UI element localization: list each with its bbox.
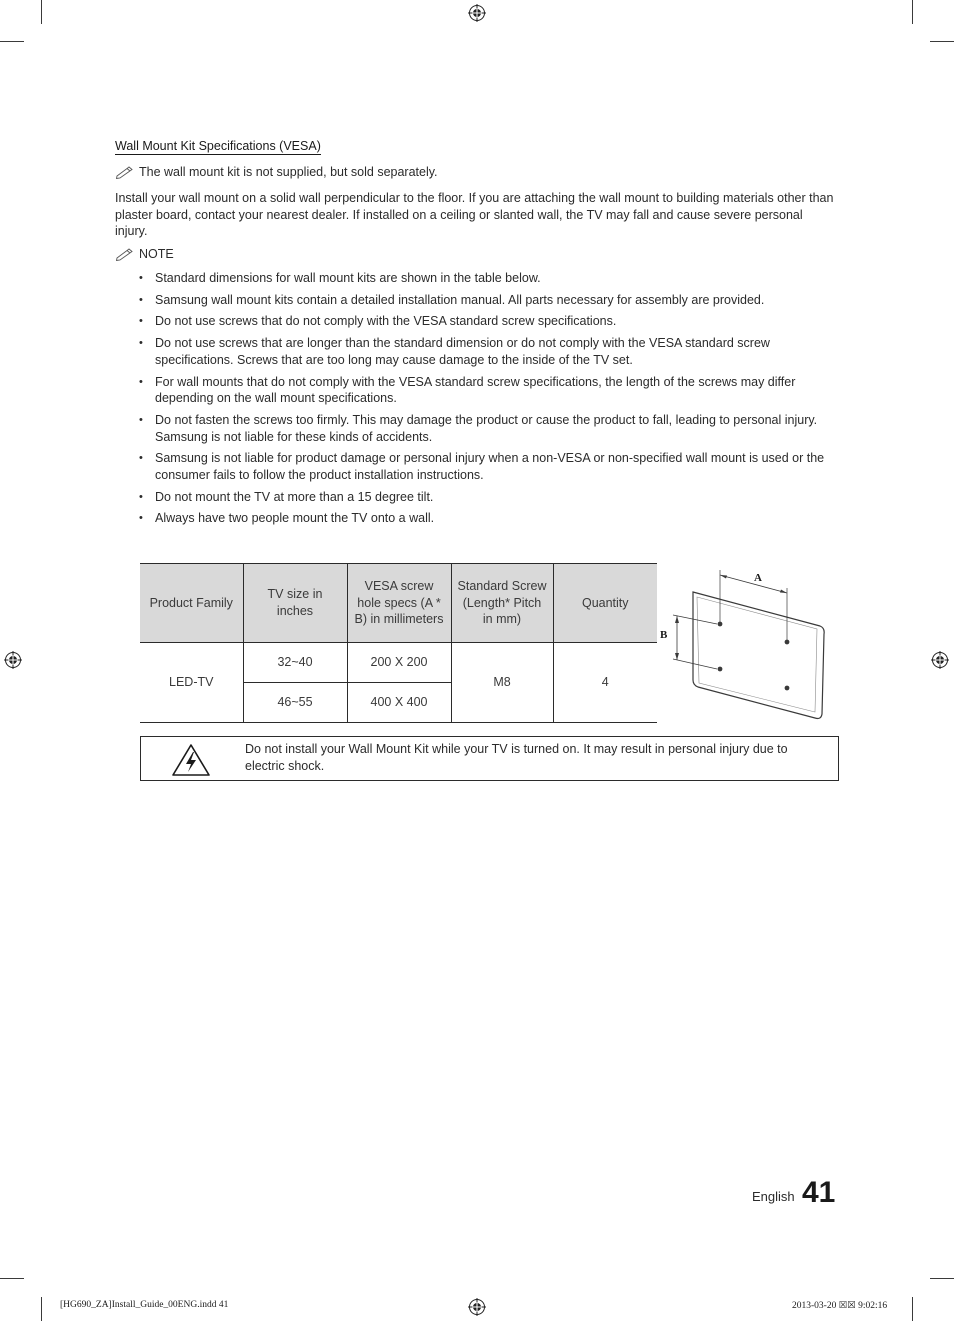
- footer-date-info: 2013-03-20 ☒☒ 9:02:16: [792, 1301, 888, 1311]
- list-item: • Do not fasten the screws too firmly. This may damage the product or cause the product to fall, leading to personal injury. Samsung is not liable for these kinds of accidents.: [139, 412, 845, 445]
- cell-vesa-spec: 200 X 200: [347, 643, 451, 683]
- page-language: English: [752, 1189, 795, 1204]
- cell-vesa-spec: 400 X 400: [347, 683, 451, 723]
- warning-box: [140, 736, 839, 781]
- header-standard-screw: Standard Screw (Length* Pitch in mm): [451, 564, 553, 643]
- note-bullet-list: [139, 270, 845, 532]
- vesa-spec-table: [140, 563, 657, 723]
- dimension-b-label: B: [660, 629, 668, 641]
- list-item: • Always have two people mount the TV onto a wall.: [139, 510, 845, 527]
- dimension-a-label: A: [754, 572, 762, 584]
- cell-tv-size: 46~55: [243, 683, 347, 723]
- registration-mark-bottom-icon: [468, 1298, 486, 1316]
- note-supply: [115, 165, 438, 179]
- header-quantity: Quantity: [553, 564, 657, 643]
- table-row: [140, 643, 657, 683]
- registration-mark-right-icon: [931, 651, 949, 669]
- note-label: NOTE: [139, 247, 174, 261]
- list-item: • Do not mount the TV at more than a 15 degree tilt.: [139, 489, 845, 506]
- cell-tv-size: 32~40: [243, 643, 347, 683]
- crop-mark-top-right-h: [930, 41, 954, 42]
- list-item: • Do not use screws that are longer than the standard dimension or do not comply with the VESA standard screw specifications. Screws that are too long may cause damage to the inside of the TV set.: [139, 335, 845, 368]
- crop-mark-top-left-v: [41, 0, 42, 24]
- note-heading: [115, 247, 174, 261]
- cell-quantity: 4: [553, 643, 657, 723]
- note-supply-text: The wall mount kit is not supplied, but sold separately.: [139, 165, 438, 179]
- crop-mark-bottom-left-v: [41, 1297, 42, 1321]
- warning-text: Do not install your Wall Mount Kit while your TV is turned on. It may result in personal injury due to electric shock.: [245, 742, 788, 773]
- section-title: Wall Mount Kit Specifications (VESA): [115, 139, 321, 153]
- page-number: 41: [802, 1176, 836, 1209]
- list-item: • Samsung wall mount kits contain a detailed installation manual. All parts necessary for assembly are provided.: [139, 292, 845, 309]
- table-header-row: [140, 564, 657, 643]
- list-item: • Do not use screws that do not comply with the VESA standard screw specifications.: [139, 313, 845, 330]
- crop-mark-bottom-right-h: [930, 1278, 954, 1279]
- cell-product-family: LED-TV: [140, 643, 243, 723]
- crop-mark-top-left-h: [0, 41, 24, 42]
- crop-mark-bottom-left-h: [0, 1278, 24, 1279]
- footer-file-info: [HG690_ZA]Install_Guide_00ENG.indd 41: [60, 1300, 229, 1310]
- header-tv-size: TV size in inches: [243, 564, 347, 643]
- cell-standard-screw: M8: [451, 643, 553, 723]
- list-item: • For wall mounts that do not comply with the VESA standard screw specifications, the length of the screws may differ depending on the wall mount specifications.: [139, 374, 845, 407]
- pencil-note-icon: [115, 247, 135, 261]
- registration-mark-left-icon: [4, 651, 22, 669]
- crop-mark-bottom-right-v: [912, 1297, 913, 1321]
- header-product-family: Product Family: [140, 564, 243, 643]
- intro-paragraph: Install your wall mount on a solid wall perpendicular to the floor. If you are attaching the wall mount to building materials other than plaster board, contact your nearest dealer. If installed on a ceiling or slanted wall, the TV may fall and cause severe personal injury.: [115, 191, 834, 239]
- list-item: • Samsung is not liable for product damage or personal injury when a non-VESA or non-specified wall mount is used or the consumer fails to follow the product installation instructions.: [139, 450, 845, 483]
- pencil-note-icon: [115, 165, 135, 179]
- registration-mark-top-icon: [468, 4, 486, 22]
- tv-back-vesa-diagram: [660, 566, 830, 724]
- crop-mark-top-right-v: [912, 0, 913, 24]
- header-vesa-specs: VESA screw hole specs (A * B) in millimeters: [347, 564, 451, 643]
- list-item: • Standard dimensions for wall mount kits are shown in the table below.: [139, 270, 845, 287]
- electric-shock-warning-icon: [171, 743, 211, 777]
